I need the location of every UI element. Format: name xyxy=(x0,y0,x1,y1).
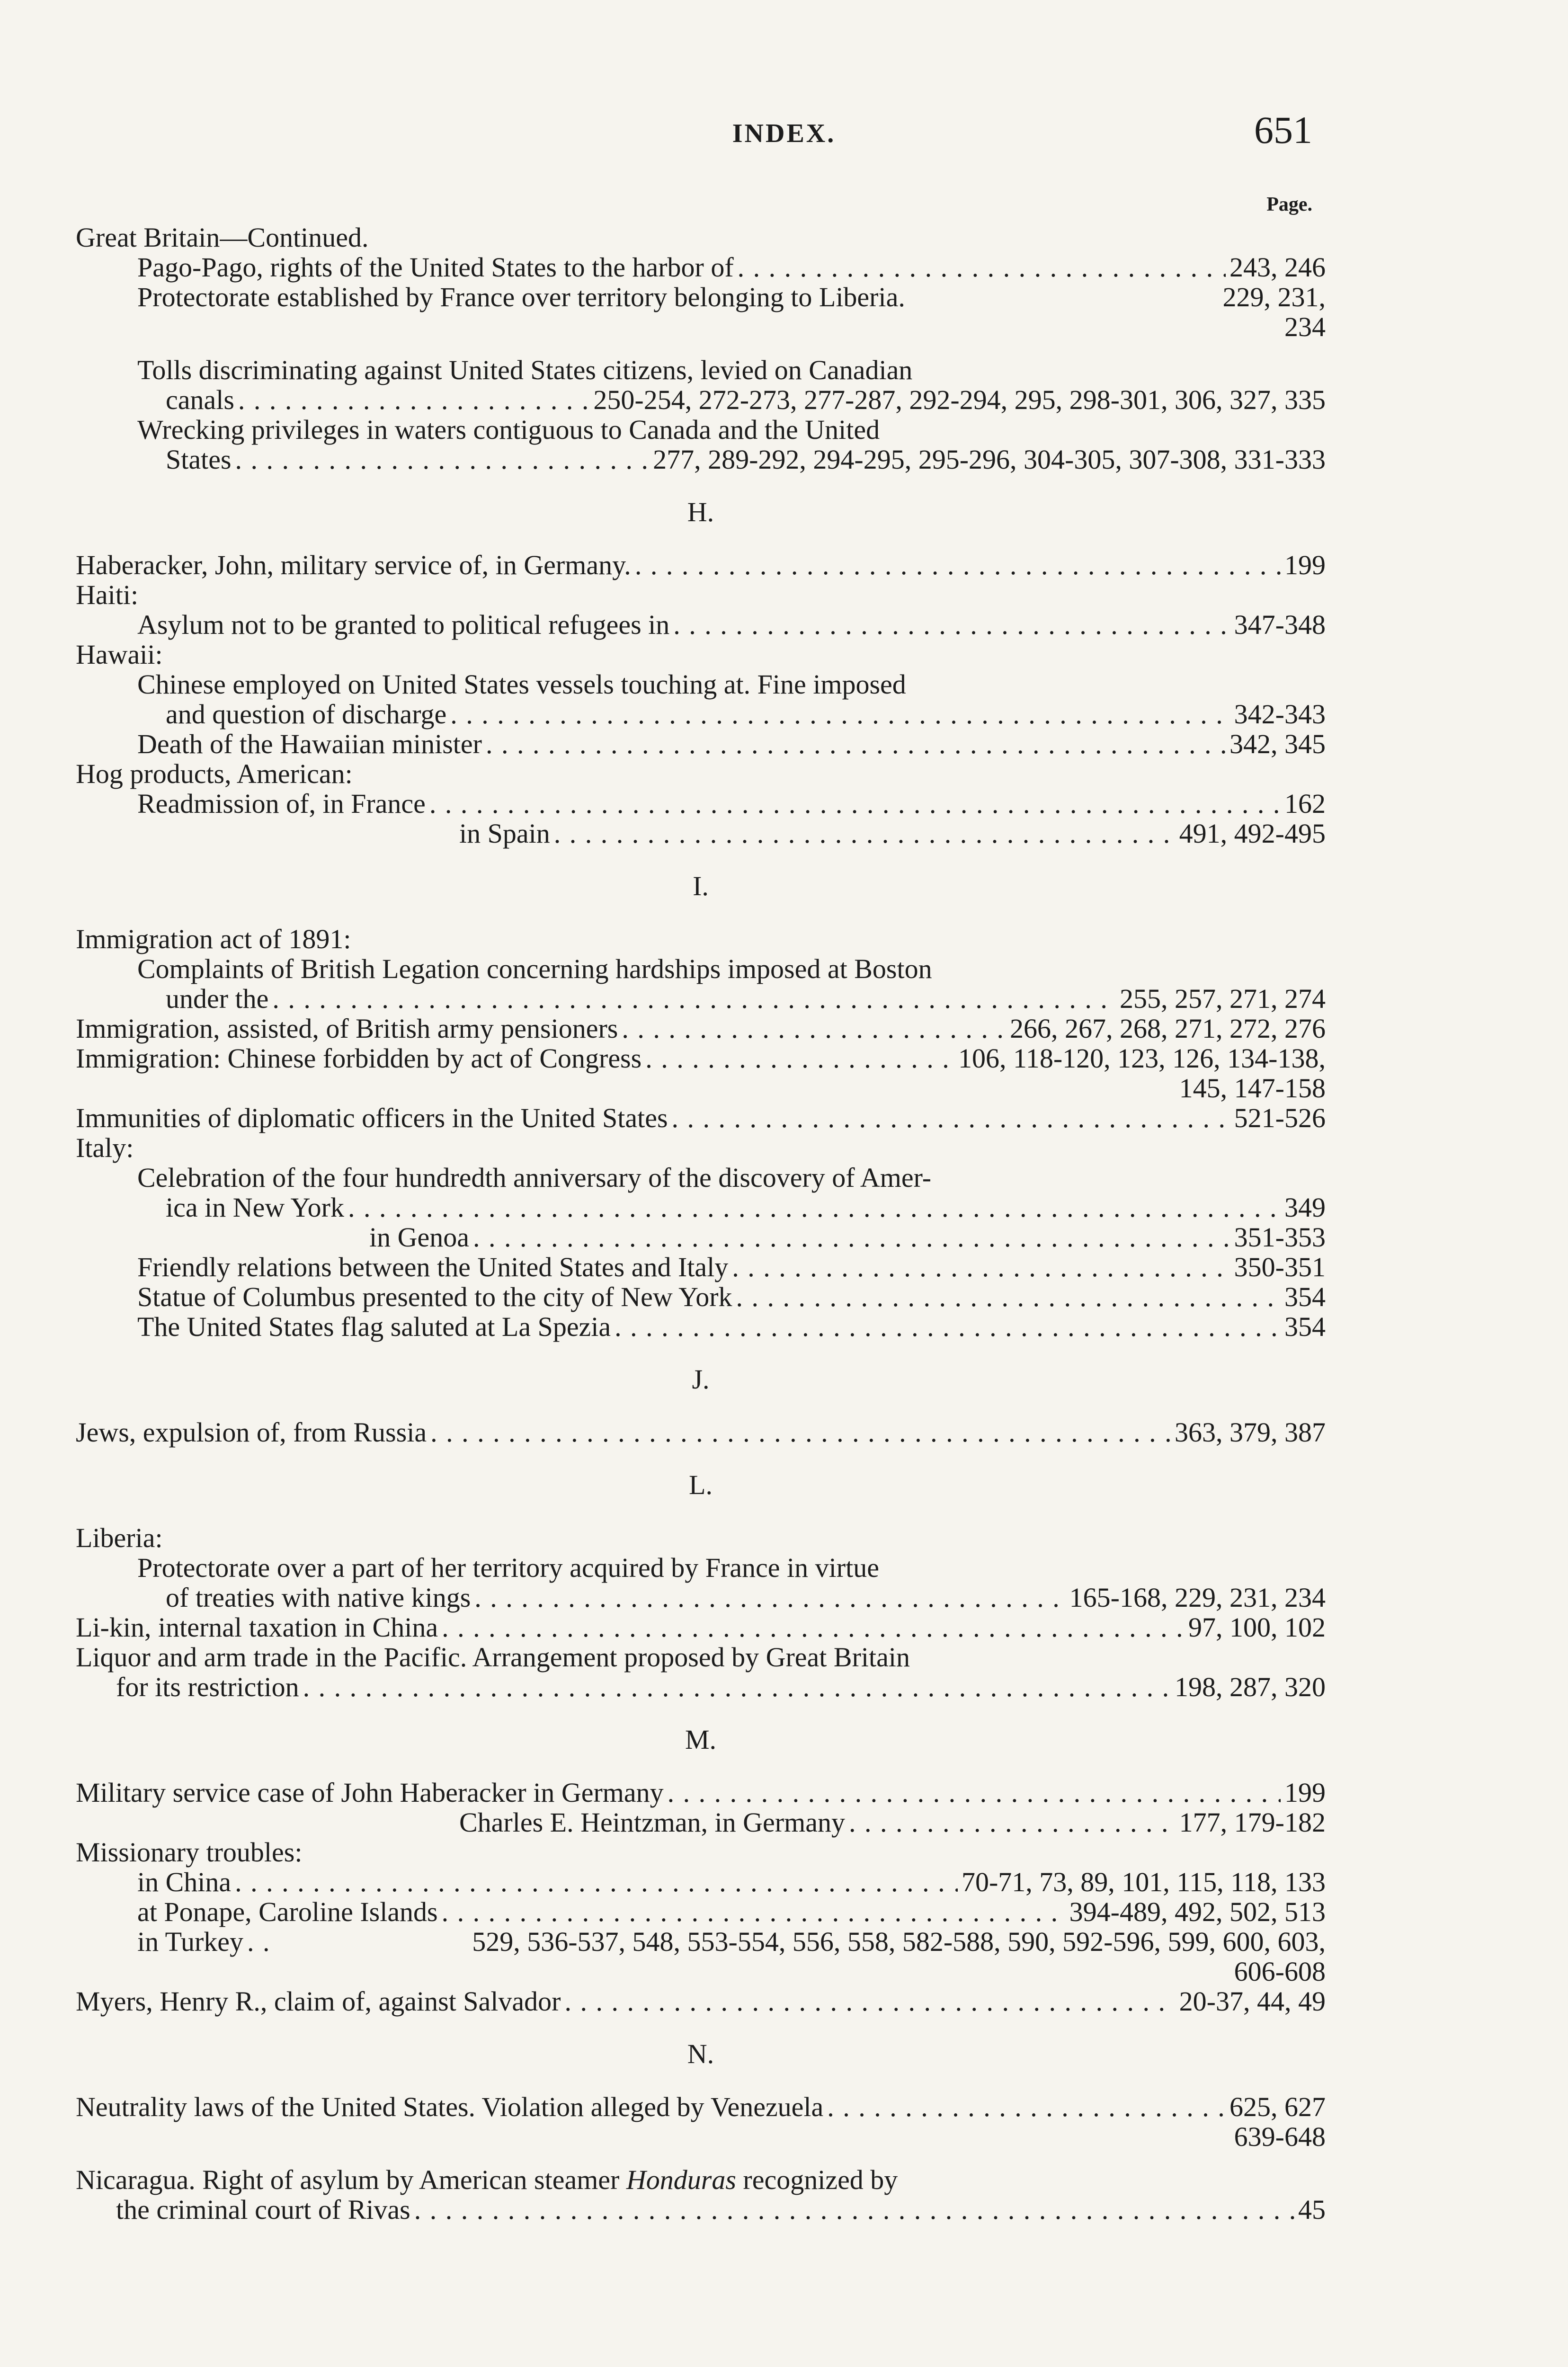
entry-text: Haberacker, John, military service of, in Germany. xyxy=(76,550,631,580)
leader-dots xyxy=(235,445,650,474)
entry-text: and question of discharge xyxy=(166,699,447,730)
entry-pages: 350-351 xyxy=(1234,1252,1326,1282)
entry-pages: 521-526 xyxy=(1234,1103,1326,1133)
entry-text: ica in New York xyxy=(166,1192,344,1223)
entry-pages: 70-71, 73, 89, 101, 115, 118, 133 xyxy=(961,1867,1326,1897)
entry-pages-continued: 606-608 xyxy=(1234,1956,1326,1987)
section-letter-l: L. xyxy=(689,1469,713,1500)
entry-pages: 351-353 xyxy=(1234,1222,1326,1253)
leader-dots xyxy=(348,1192,1281,1222)
index-heading: Italy: xyxy=(76,1132,134,1163)
leader-dots xyxy=(668,1778,1281,1807)
entry-text: Immunities of diplomatic officers in the United States xyxy=(76,1103,668,1133)
entry-text: Immigration, assisted, of British army pensioners xyxy=(76,1013,618,1044)
index-entry xyxy=(76,1583,1326,1612)
entry-text: the criminal court of Rivas xyxy=(116,2194,410,2225)
entry-text: Asylum not to be granted to political refugees in xyxy=(137,609,670,640)
index-heading: Haiti: xyxy=(76,579,139,610)
index-entry xyxy=(76,1672,1326,1702)
leader-dots xyxy=(486,729,1226,759)
leader-dots xyxy=(827,2092,1226,2122)
entry-text: of treaties with native kings xyxy=(166,1582,471,1613)
leader-dots xyxy=(272,984,1116,1014)
index-entry xyxy=(76,282,1326,312)
entry-text xyxy=(76,2165,1326,2195)
index-entry xyxy=(76,1986,1326,2016)
entry-text: Charles E. Heintzman, in Germany xyxy=(459,1807,845,1838)
running-title: INDEX. xyxy=(732,119,836,148)
entry-pages: 266, 267, 268, 271, 272, 276 xyxy=(1010,1013,1326,1044)
index-entry xyxy=(76,1014,1326,1043)
section-letter-m: M. xyxy=(685,1724,717,1755)
page-column-label: Page. xyxy=(1266,194,1312,215)
entry-pages: 277, 289-292, 294-295, 295-296, 304-305, 307-308, 331-333 xyxy=(653,444,1326,475)
index-entry xyxy=(76,550,1326,580)
entry-text: in China xyxy=(137,1867,232,1897)
entry-text: States xyxy=(166,444,232,475)
leader-dots xyxy=(615,1312,1281,1342)
entry-text: Li-kin, internal taxation in China xyxy=(76,1612,438,1643)
leader-dots xyxy=(849,1807,1176,1837)
index-group-j xyxy=(76,1417,1326,1447)
entry-text: Death of the Hawaiian minister xyxy=(137,729,482,759)
entry-text: Celebration of the four hundredth anniversary of the discovery of Amer- xyxy=(137,1162,932,1193)
entry-pages: 354 xyxy=(1284,1311,1326,1342)
entry-text: for its restriction xyxy=(116,1672,299,1702)
entry-pages-continued: 639-648 xyxy=(1234,2121,1326,2152)
index-entry xyxy=(76,1282,1326,1312)
entry-pages: 165-168, 229, 231, 234 xyxy=(1069,1582,1326,1613)
index-entry xyxy=(76,1867,1326,1897)
entry-text-part: recognized by xyxy=(743,2164,898,2195)
leader-dots xyxy=(414,2195,1294,2225)
index-entry xyxy=(76,1417,1326,1447)
index-entry xyxy=(76,2195,1326,2225)
leader-dots xyxy=(235,1867,958,1897)
index-entry xyxy=(76,1897,1326,1927)
leader-dots xyxy=(738,252,1226,282)
index-heading: Hog products, American: xyxy=(76,758,353,789)
section-letter-h: H. xyxy=(687,497,714,527)
index-entry xyxy=(76,1252,1326,1282)
index-group-i xyxy=(76,924,1326,1342)
entry-pages-continued: 234 xyxy=(1284,311,1326,342)
entry-text: Jews, expulsion of, from Russia xyxy=(76,1417,427,1448)
index-entry xyxy=(76,1778,1326,1807)
leader-dots xyxy=(554,819,1176,848)
entry-pages: 106, 118-120, 123, 126, 134-138, xyxy=(958,1043,1326,1074)
index-entry xyxy=(76,984,1326,1014)
index-entry xyxy=(76,789,1326,819)
entry-text: canals xyxy=(166,384,234,415)
leader-dots xyxy=(732,1252,1230,1282)
entry-text-part: Nicaragua. Right of asylum by American steamer xyxy=(76,2164,620,2195)
entry-pages: 529, 536-537, 548, 553-554, 556, 558, 582-588, 590, 592-596, 599, 600, 603, xyxy=(472,1926,1326,1957)
entry-text: Statue of Columbus presented to the city of New York xyxy=(137,1281,732,1312)
index-heading: Great Britain—Continued. xyxy=(76,222,369,253)
entry-pages: 199 xyxy=(1284,550,1326,580)
entry-text: at Ponape, Caroline Islands xyxy=(137,1896,438,1927)
index-entry xyxy=(76,1807,1326,1837)
entry-pages-continued: 145, 147-158 xyxy=(1179,1073,1326,1103)
entry-pages: 354 xyxy=(1284,1281,1326,1312)
entry-pages: 229, 231, xyxy=(1222,282,1326,312)
entry-text: Immigration: Chinese forbidden by act of Congress xyxy=(76,1043,642,1074)
entry-pages: 20-37, 44, 49 xyxy=(1179,1986,1326,2017)
entry-text: Wrecking privileges in waters contiguous to Canada and the United xyxy=(137,414,880,445)
index-heading: Liberia: xyxy=(76,1522,163,1553)
entry-text: in Spain xyxy=(459,818,550,849)
index-heading: Hawaii: xyxy=(76,639,163,670)
entry-pages: 177, 179-182 xyxy=(1179,1807,1326,1838)
index-group-l xyxy=(76,1523,1326,1702)
entry-pages: 198, 287, 320 xyxy=(1175,1672,1326,1702)
entry-pages: 250-254, 272-273, 277-287, 292-294, 295, 298-301, 306, 327, 335 xyxy=(593,384,1326,415)
entry-text: The United States flag saluted at La Spezia xyxy=(137,1311,611,1342)
leader-dots xyxy=(247,1927,276,1957)
entry-pages: 199 xyxy=(1284,1777,1326,1808)
entry-pages: 363, 379, 387 xyxy=(1175,1417,1326,1448)
entry-pages: 97, 100, 102 xyxy=(1188,1612,1326,1643)
entry-pages: 162 xyxy=(1284,788,1326,819)
entry-text: Friendly relations between the United States and Italy xyxy=(137,1252,729,1282)
entry-text: Tolls discriminating against United States citizens, levied on Canadian xyxy=(137,355,913,385)
leader-dots xyxy=(622,1014,1006,1043)
index-entry xyxy=(76,1927,1326,1957)
index-entry xyxy=(76,1222,1326,1252)
leader-dots xyxy=(238,385,590,415)
entry-pages: 45 xyxy=(1298,2194,1326,2225)
index-heading: Missionary troubles: xyxy=(76,1837,303,1868)
leader-dots xyxy=(442,1897,1066,1927)
entry-text: Chinese employed on United States vessels touching at. Fine imposed xyxy=(137,669,906,700)
leader-dots xyxy=(645,1043,954,1073)
leader-dots xyxy=(429,789,1281,819)
entry-pages: 347-348 xyxy=(1234,609,1326,640)
index-content xyxy=(76,222,1326,2225)
leader-dots xyxy=(672,1103,1230,1133)
leader-dots xyxy=(450,699,1230,729)
index-entry xyxy=(76,610,1326,640)
entry-pages: 394-489, 492, 502, 513 xyxy=(1069,1896,1326,1927)
entry-pages: 342-343 xyxy=(1234,699,1326,730)
leader-dots xyxy=(442,1612,1185,1642)
index-entry xyxy=(76,385,1326,415)
entry-text: in Genoa xyxy=(369,1222,469,1253)
index-entry xyxy=(76,699,1326,729)
leader-dots xyxy=(303,1672,1171,1702)
entry-pages: 255, 257, 271, 274 xyxy=(1120,983,1326,1014)
index-entry xyxy=(76,2092,1326,2122)
index-group-m xyxy=(76,1778,1326,2016)
index-entry xyxy=(76,445,1326,474)
index-group-h xyxy=(76,550,1326,848)
entry-text: Readmission of, in France xyxy=(137,788,426,819)
index-entry xyxy=(76,1312,1326,1342)
entry-pages: 342, 345 xyxy=(1229,729,1326,759)
index-heading: Immigration act of 1891: xyxy=(76,924,351,954)
entry-text: Complaints of British Legation concerning hardships imposed at Boston xyxy=(137,953,932,984)
index-group-n xyxy=(76,2092,1326,2225)
leader-dots xyxy=(635,550,1281,580)
entry-text: Neutrality laws of the United States. Violation alleged by Venezuela xyxy=(76,2091,824,2122)
leader-dots xyxy=(564,1986,1175,2016)
index-entry xyxy=(76,1192,1326,1222)
entry-pages: 625, 627 xyxy=(1229,2091,1326,2122)
index-entry xyxy=(76,1612,1326,1642)
section-letter-n: N. xyxy=(687,2038,714,2069)
index-entry xyxy=(76,729,1326,759)
section-letter-j: J. xyxy=(692,1364,710,1395)
entry-text: Liquor and arm trade in the Pacific. Arrangement proposed by Great Britain xyxy=(76,1642,910,1673)
page-number: 651 xyxy=(1254,108,1312,151)
index-entry xyxy=(76,1043,1326,1073)
leader-dots xyxy=(474,1583,1065,1612)
entry-text: under the xyxy=(166,983,269,1014)
entry-text: Protectorate established by France over territory belonging to Liberia. xyxy=(137,282,905,312)
entry-text: Protectorate over a part of her territory acquired by France in virtue xyxy=(137,1552,879,1583)
leader-dots xyxy=(430,1417,1171,1447)
index-entry xyxy=(76,819,1326,848)
index-entry xyxy=(76,252,1326,282)
index-entry xyxy=(76,1103,1326,1133)
entry-pages: 491, 492-495 xyxy=(1179,818,1326,849)
entry-pages: 349 xyxy=(1284,1192,1326,1223)
leader-dots xyxy=(673,610,1230,640)
index-group-great-britain xyxy=(76,222,1326,474)
entry-text: Military service case of John Haberacker in Germany xyxy=(76,1777,664,1808)
entry-text: Pago-Pago, rights of the United States to the harbor of xyxy=(137,252,734,283)
leader-dots xyxy=(473,1222,1230,1252)
entry-text: in Turkey xyxy=(137,1926,244,1957)
entry-pages: 243, 246 xyxy=(1229,252,1326,283)
entry-text: Myers, Henry R., claim of, against Salvador xyxy=(76,1986,561,2017)
leader-dots xyxy=(736,1282,1281,1312)
ship-name: Honduras xyxy=(626,2164,736,2195)
section-letter-i: I. xyxy=(693,871,709,901)
